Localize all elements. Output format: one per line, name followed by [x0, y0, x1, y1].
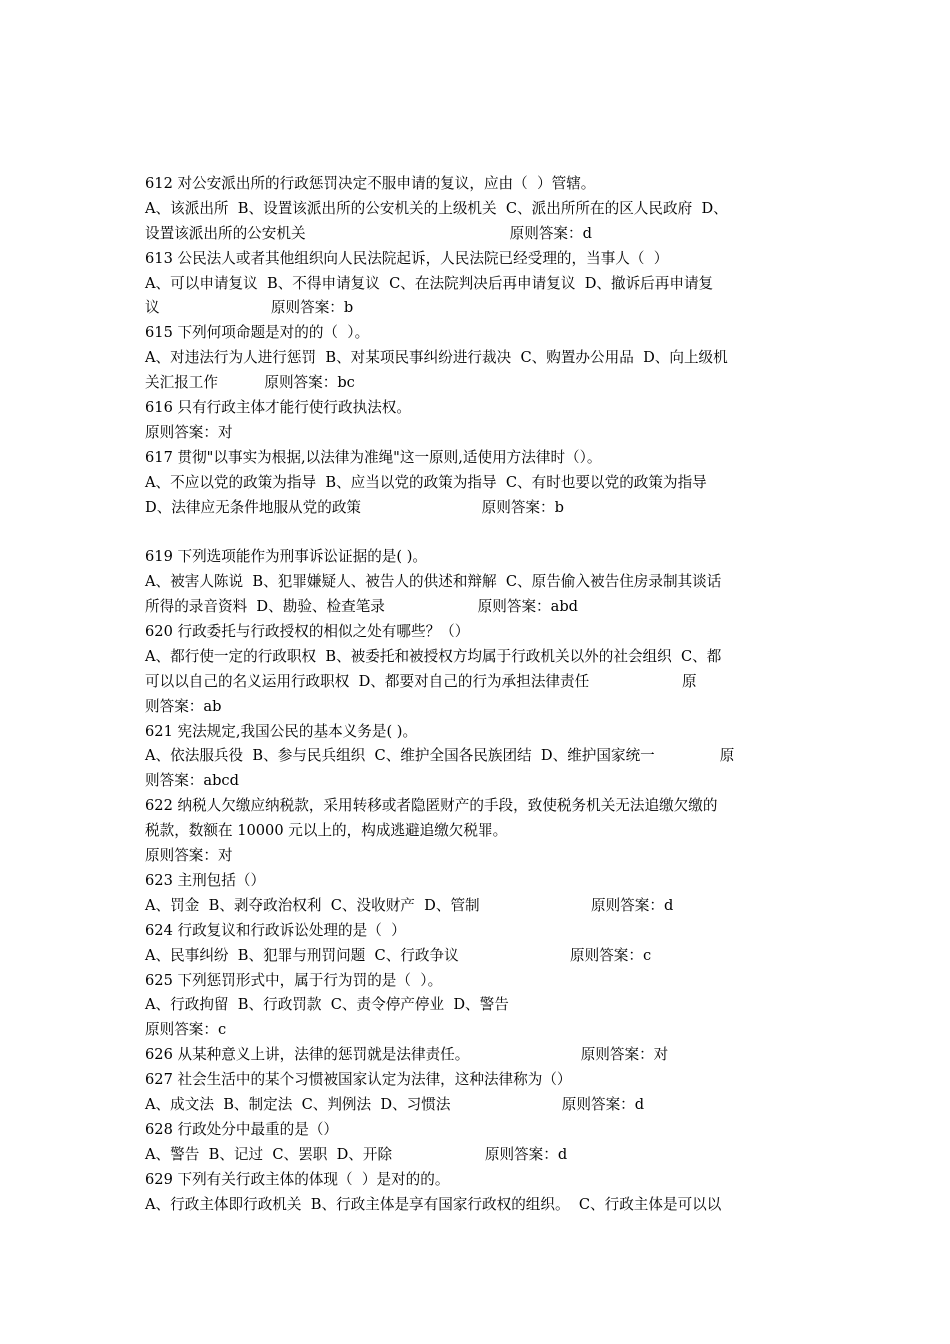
- text-line: 619 下列选项能作为刑事诉讼证据的是( )。: [145, 548, 428, 566]
- text-line: 622 纳税人欠缴应纳税款，采用转移或者隐匿财产的手段，致使税务机关无法追缴欠缴的: [145, 797, 718, 815]
- text-line: 原则答案：对: [145, 423, 233, 441]
- text-line: A、都行使一定的行政职权 B、被委托和被授权方均属于行政机关以外的社会组织 C、都: [145, 647, 722, 665]
- document-body: [145, 172, 808, 1217]
- text-line: A、行政主体即行政机关 B、行政主体是享有国家行政权的组织。 C、行政主体是可以以: [145, 1195, 722, 1213]
- text-line: A、行政拘留 B、行政罚款 C、责令停产停业 D、警告: [145, 996, 509, 1014]
- text-line: D、法律应无条件地服从党的政策 原则答案：b: [145, 498, 564, 516]
- text-line: A、不应以党的政策为指导 B、应当以党的政策为指导 C、有时也要以党的政策为指导: [145, 473, 707, 491]
- text-line: 629 下列有关行政主体的体现（ ）是对的的。: [145, 1170, 450, 1188]
- text-line: 620 行政委托与行政授权的相似之处有哪些？（）: [145, 623, 470, 641]
- text-line: 613 公民法人或者其他组织向人民法院起诉，人民法院已经受理的，当事人（ ）: [145, 249, 669, 267]
- text-line: 设置该派出所的公安机关 原则答案：d: [145, 224, 592, 242]
- text-line: 623 主刑包括（）: [145, 871, 266, 889]
- text-line: 关汇报工作 原则答案：bc: [145, 374, 355, 392]
- blank-line: [145, 520, 808, 545]
- text-line: 612 对公安派出所的行政惩罚决定不服申请的复议，应由（ ）管辖。: [145, 175, 596, 192]
- text-line: 所得的录音资料 D、勘验、检查笔录 原则答案：abd: [145, 598, 579, 616]
- text-line: 626 从某种意义上讲，法律的惩罚就是法律责任。 原则答案：对: [145, 1046, 669, 1064]
- text-line: A、对违法行为人进行惩罚 B、对某项民事纠纷进行裁决 C、购置办公用品 D、向上级机: [145, 349, 728, 367]
- text-line: 原则答案：对: [145, 847, 233, 865]
- text-line: 议 原则答案：b: [145, 299, 354, 317]
- text-line: 616 只有行政主体才能行使行政执法权。: [145, 399, 411, 417]
- text-line: 原则答案：c: [145, 1021, 227, 1039]
- text-line: A、该派出所 B、设置该派出所的公安机关的上级机关 C、派出所所在的区人民政府 D、: [145, 199, 728, 217]
- text-line: 税款，数额在 10000 元以上的，构成逃避追缴欠税罪。: [145, 822, 508, 840]
- text-line: 则答案：ab: [145, 697, 222, 715]
- text-line: A、罚金 B、剥夺政治权利 C、没收财产 D、管制 原则答案：d: [145, 896, 674, 914]
- text-line: 则答案：abcd: [145, 772, 239, 790]
- text-line: 628 行政处分中最重的是（）: [145, 1120, 339, 1138]
- text-line: 624 行政复议和行政诉讼处理的是（ ）: [145, 921, 406, 939]
- text-line: 627 社会生活中的某个习惯被国家认定为法律，这种法律称为（）: [145, 1071, 572, 1089]
- text-line: A、警告 B、记过 C、罢职 D、开除 原则答案：d: [145, 1145, 568, 1163]
- text-line: A、民事纠纷 B、犯罪与刑罚问题 C、行政争议 原则答案：c: [145, 946, 652, 964]
- text-line: 615 下列何项命题是对的的（ ）。: [145, 324, 370, 342]
- text-line: 可以以自己的名义运用行政职权 D、都要对自己的行为承担法律责任 原: [145, 672, 697, 690]
- text-line: A、依法服兵役 B、参与民兵组织 C、维护全国各民族团结 D、维护国家统一 原: [145, 747, 735, 765]
- text-line: A、可以申请复议 B、不得申请复议 C、在法院判决后再申请复议 D、撤诉后再申请复: [145, 274, 714, 292]
- text-line: 625 下列惩罚形式中，属于行为罚的是（ ）。: [145, 971, 443, 989]
- text-line: 617 贯彻"以事实为根据,以法律为准绳"这一原则,适使用方法律时（）。: [145, 448, 602, 466]
- text-line: A、成文法 B、制定法 C、判例法 D、习惯法 原则答案：d: [145, 1095, 645, 1113]
- text-line: A、被害人陈说 B、犯罪嫌疑人、被告人的供述和辩解 C、原告偷入被告住房录制其谈话: [145, 573, 722, 591]
- text-line: 621 宪法规定,我国公民的基本义务是( )。: [145, 722, 418, 740]
